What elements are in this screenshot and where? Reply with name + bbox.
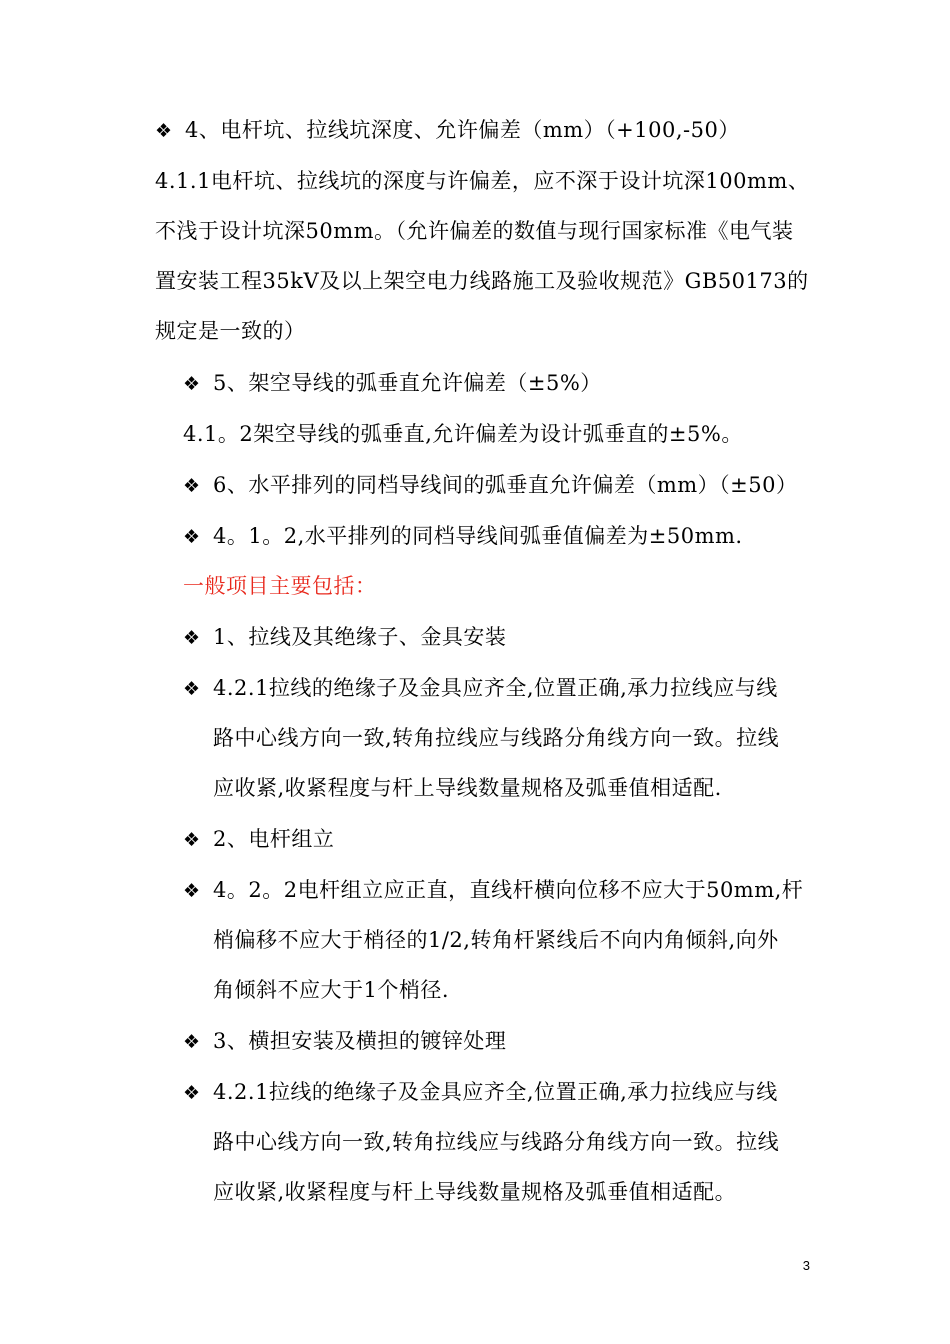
- line-text: 5、架空导线的弧垂直允许偏差（±5%）: [213, 371, 602, 395]
- bullet-paragraph: [183, 875, 803, 906]
- line-text: 规定是一致的）: [155, 319, 306, 343]
- line-text: 应收紧,收紧程度与杆上导线数量规格及弧垂值相适配。: [213, 1180, 737, 1204]
- line-text: 梢偏移不应大于梢径的1/2,转角杆紧线后不向内角倾斜,向外: [213, 928, 779, 952]
- heading-text: 一般项目主要包括：: [183, 574, 377, 598]
- paragraph-line: [155, 316, 306, 346]
- section-heading: [183, 571, 377, 601]
- diamond-bullet-icon: ❖: [183, 1082, 201, 1104]
- item-5-heading: [183, 368, 602, 399]
- line-text: 路中心线方向一致,转角拉线应与线路分角线方向一致。拉线: [213, 726, 780, 750]
- paragraph-line: [213, 773, 722, 803]
- line-text: 4.1。2架空导线的弧垂直,允许偏差为设计弧垂直的±5%。: [183, 422, 743, 446]
- paragraph-line: [183, 419, 743, 449]
- bullet-paragraph: [183, 521, 743, 552]
- item-6-heading: [183, 470, 798, 501]
- line-text: 不浅于设计坑深50mm。（允许偏差的数值与现行国家标准《电气装: [155, 219, 794, 243]
- line-text: 置安装工程35kV及以上架空电力线路施工及验收规范》GB50173的: [155, 269, 809, 293]
- paragraph-line: [213, 1177, 736, 1207]
- diamond-bullet-icon: ❖: [183, 627, 201, 649]
- line-text: 4、电杆坑、拉线坑深度、允许偏差（mm）（+100,-50）: [185, 118, 740, 142]
- line-text: 4。2。2电杆组立应正直，直线杆横向位移不应大于50mm,杆: [213, 878, 804, 902]
- diamond-bullet-icon: ❖: [183, 1031, 201, 1053]
- paragraph-line: [213, 925, 779, 955]
- line-text: 4.2.1拉线的绝缘子及金具应齐全,位置正确,承力拉线应与线: [213, 1080, 778, 1104]
- item-1-heading: [183, 622, 506, 653]
- diamond-bullet-icon: ❖: [183, 829, 201, 851]
- line-text: 角倾斜不应大于1个梢径.: [213, 978, 450, 1002]
- diamond-bullet-icon: ❖: [183, 526, 201, 548]
- item-4-heading: [155, 115, 740, 146]
- line-text: 4.1.1电杆坑、拉线坑的深度与许偏差，应不深于设计坑深100mm、: [155, 169, 810, 193]
- bullet-paragraph: [183, 1077, 778, 1108]
- paragraph-line: [155, 266, 809, 296]
- diamond-bullet-icon: ❖: [183, 373, 201, 395]
- line-text: 4。1。2,水平排列的同档导线间弧垂值偏差为±50mm.: [213, 524, 743, 548]
- line-text: 应收紧,收紧程度与杆上导线数量规格及弧垂值相适配.: [213, 776, 722, 800]
- line-text: 1、拉线及其绝缘子、金具安装: [213, 625, 507, 649]
- line-text: 路中心线方向一致,转角拉线应与线路分角线方向一致。拉线: [213, 1130, 780, 1154]
- paragraph-line: [213, 975, 449, 1005]
- paragraph-line: [155, 166, 809, 196]
- diamond-bullet-icon: ❖: [155, 120, 173, 142]
- line-text: 2、电杆组立: [213, 827, 335, 851]
- line-text: 4.2.1拉线的绝缘子及金具应齐全,位置正确,承力拉线应与线: [213, 676, 778, 700]
- diamond-bullet-icon: ❖: [183, 475, 201, 497]
- paragraph-line: [213, 723, 779, 753]
- paragraph-line: [155, 216, 794, 246]
- item-2-heading: [183, 824, 334, 855]
- diamond-bullet-icon: ❖: [183, 880, 201, 902]
- diamond-bullet-icon: ❖: [183, 678, 201, 700]
- bullet-paragraph: [183, 673, 778, 704]
- line-text: 3、横担安装及横担的镀锌处理: [213, 1029, 507, 1053]
- paragraph-line: [213, 1127, 779, 1157]
- item-3-heading: [183, 1026, 506, 1057]
- page-number: 3: [802, 1258, 810, 1273]
- line-text: 6、水平排列的同档导线间的弧垂直允许偏差（mm）（±50）: [213, 473, 798, 497]
